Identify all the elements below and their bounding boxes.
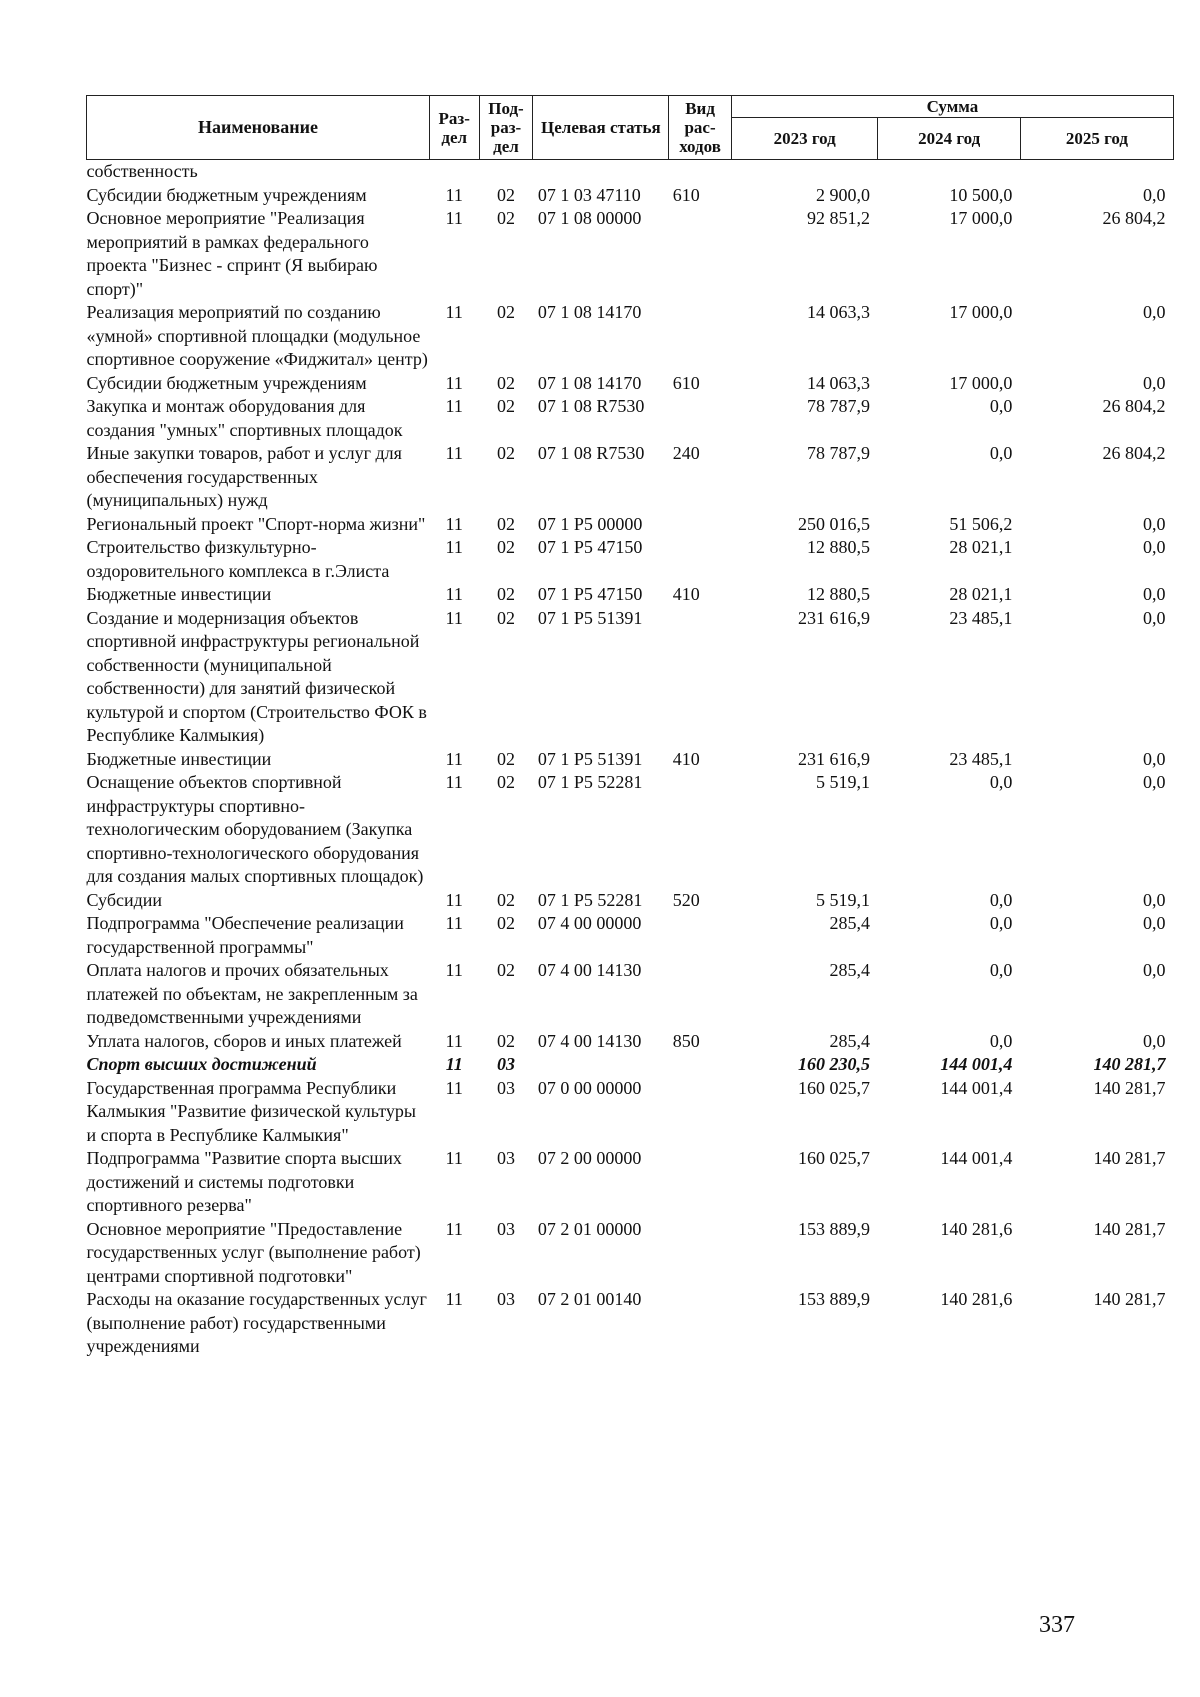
row-2025: 0,0: [1143, 607, 1166, 628]
table-row: [87, 748, 1174, 772]
row-target: 07 1 08 R7530: [537, 443, 645, 463]
row-name: Субсидии: [86, 889, 163, 910]
row-2024: 0,0: [989, 960, 1013, 980]
row-subsection: 03: [496, 1218, 515, 1239]
row-name: собственность: [86, 161, 198, 181]
row-name: Подпрограмма "Обеспечение реализации государственной программы": [86, 913, 404, 957]
row-target: 07 1 P5 51391: [537, 748, 643, 769]
row-subsection: 02: [496, 607, 515, 628]
row-expense-type: 610: [672, 372, 700, 393]
row-2024: 23 485,1: [949, 607, 1013, 628]
row-target: 07 1 P5 52281: [537, 889, 643, 910]
table-row: [87, 583, 1174, 607]
row-2025: 0,0: [1143, 372, 1166, 393]
row-section: 11: [445, 748, 463, 769]
row-name: Бюджетные инвестиции: [86, 748, 272, 769]
row-section: 11: [445, 537, 463, 557]
row-subsection: 02: [496, 748, 515, 769]
row-subsection: 02: [496, 960, 515, 980]
row-2025: 26 804,2: [1102, 443, 1166, 463]
row-2024: 17 000,0: [949, 208, 1013, 228]
row-subsection: 02: [496, 302, 515, 322]
row-2023: 5 519,1: [815, 889, 870, 910]
row-2023: 92 851,2: [806, 208, 870, 228]
row-subsection: 02: [496, 208, 515, 228]
row-2025: 0,0: [1143, 513, 1166, 534]
row-2024: 17 000,0: [949, 302, 1013, 322]
row-2023: 285,4: [829, 913, 870, 933]
row-name: Расходы на оказание государственных услуг (выполнение работ) государственными учреждениями: [86, 1289, 427, 1356]
row-2024: 28 021,1: [949, 537, 1013, 557]
table-body: [87, 160, 1174, 1359]
row-2023: 78 787,9: [806, 443, 870, 463]
row-2025: 0,0: [1143, 913, 1166, 933]
row-name: Уплата налогов, сборов и иных платежей: [86, 1030, 402, 1051]
row-2024: 0,0: [989, 396, 1013, 416]
row-2023: 160 025,7: [797, 1077, 870, 1098]
row-section: 11: [445, 396, 463, 416]
header-year-2023: 2023 год: [731, 118, 878, 160]
row-2024: 0,0: [989, 913, 1013, 933]
row-subsection: 02: [496, 372, 515, 393]
row-expense-type: [669, 607, 732, 748]
row-expense-type: [669, 959, 732, 1030]
row-name: Региональный проект "Спорт-норма жизни": [86, 513, 426, 534]
table-row: [87, 959, 1174, 1030]
row-subsection: 03: [496, 1077, 515, 1098]
row-2023: 12 880,5: [806, 537, 870, 557]
table-row: [87, 184, 1174, 208]
row-section: 11: [445, 302, 463, 322]
row-name: Государственная программа Республики Калмыкия "Развитие физической культуры и спорта в Республике Калмыкия": [86, 1077, 417, 1145]
row-section: 11: [445, 443, 463, 463]
row-section: 11: [445, 913, 463, 933]
table-row: [87, 301, 1174, 372]
row-2024: 10 500,0: [949, 184, 1013, 205]
row-expense-type: 610: [672, 184, 700, 205]
row-2024: 140 281,6: [940, 1289, 1013, 1309]
row-name: Строительство физкультурно-оздоровительного комплекса в г.Элиста: [86, 537, 390, 581]
row-name: Бюджетные инвестиции: [86, 584, 272, 604]
row-name: Подпрограмма "Развитие спорта высших достижений и системы подготовки спортивного резерва": [86, 1148, 402, 1215]
table-header: [87, 96, 1174, 160]
row-name: Спорт высших достижений: [86, 1054, 317, 1074]
row-section: 11: [445, 513, 463, 534]
row-expense-type: [669, 536, 732, 583]
table-row: [87, 1147, 1174, 1218]
row-expense-type: 850: [672, 1030, 700, 1051]
table-row: [87, 1030, 1174, 1054]
row-subsection: [479, 160, 533, 184]
row-2025: [1020, 160, 1173, 184]
row-2023: 285,4: [829, 960, 870, 980]
row-subsection: 03: [496, 1148, 515, 1168]
row-2023: 231 616,9: [797, 748, 870, 769]
table-row: [87, 771, 1174, 889]
row-target: 07 2 01 00000: [537, 1218, 642, 1239]
table-row: [87, 442, 1174, 513]
row-target: [533, 1053, 669, 1077]
row-name: Иные закупки товаров, работ и услуг для обеспечения государственных (муниципальных) нужд: [86, 443, 402, 510]
row-2023: 153 889,9: [797, 1218, 870, 1239]
budget-table: [86, 95, 1174, 1359]
table-row: [87, 889, 1174, 913]
row-name: Закупка и монтаж оборудования для создания "умных" спортивных площадок: [86, 396, 403, 440]
row-2023: 160 230,5: [797, 1054, 870, 1074]
row-2025: 140 281,7: [1093, 1148, 1166, 1168]
row-section: 11: [445, 208, 463, 228]
row-target: 07 1 P5 47150: [537, 584, 643, 604]
row-2023: [731, 160, 878, 184]
row-2024: 0,0: [989, 889, 1013, 910]
row-expense-type: [669, 771, 732, 889]
row-section: 11: [445, 1054, 463, 1074]
row-target: 07 1 P5 47150: [537, 537, 643, 557]
row-2024: 0,0: [989, 772, 1013, 792]
header-sum: Сумма: [731, 96, 1173, 118]
row-2024: 17 000,0: [949, 372, 1013, 393]
row-section: 11: [445, 960, 463, 980]
table-row: [87, 536, 1174, 583]
row-section: 11: [445, 584, 463, 604]
table-row: [87, 607, 1174, 748]
row-2023: 14 063,3: [806, 302, 870, 322]
row-2023: 250 016,5: [797, 513, 870, 534]
row-2023: 153 889,9: [797, 1289, 870, 1309]
row-expense-type: [669, 513, 732, 537]
row-target: 07 1 03 47110: [537, 184, 641, 205]
row-subsection: 02: [496, 537, 515, 557]
table-row: [87, 912, 1174, 959]
row-expense-type: [669, 395, 732, 442]
row-expense-type: [669, 1053, 732, 1077]
row-name: Оплата налогов и прочих обязательных платежей по объектам, не закрепленным за подведомственными учреждениями: [86, 960, 418, 1027]
row-2023: 12 880,5: [806, 584, 870, 604]
row-name: Основное мероприятие "Предоставление государственных услуг (выполнение работ) центрами спортивной подготовки": [86, 1218, 421, 1286]
row-target: [533, 160, 669, 184]
table-row: [87, 1053, 1174, 1077]
row-target: 07 1 P5 51391: [537, 607, 643, 628]
table-row: [87, 1218, 1174, 1289]
header-target: Целевая статья: [533, 96, 669, 160]
row-name: Субсидии бюджетным учреждениям: [86, 184, 367, 205]
row-target: 07 1 P5 00000: [537, 513, 643, 534]
row-2023: 231 616,9: [797, 607, 870, 628]
page-number: 337: [1039, 1612, 1075, 1638]
row-expense-type: [669, 1077, 732, 1148]
row-expense-type: [669, 160, 732, 184]
header-expense-type: Вид рас-ходов: [669, 96, 732, 160]
row-2025: 0,0: [1143, 960, 1166, 980]
header-name: Наименование: [87, 96, 430, 160]
row-section: 11: [445, 607, 463, 628]
table-row: [87, 160, 1174, 184]
row-target: 07 2 00 00000: [537, 1148, 642, 1168]
row-target: 07 4 00 14130: [537, 1030, 642, 1051]
row-2024: 28 021,1: [949, 584, 1013, 604]
row-target: 07 1 P5 52281: [537, 772, 643, 792]
row-name: Создание и модернизация объектов спортивной инфраструктуры региональной собственности (муниципальной собственности) для занятий физической культурой и спортом (Строительство ФОК в Республике Калмыкия): [86, 607, 427, 745]
row-subsection: 02: [496, 584, 515, 604]
table-row: [87, 1288, 1174, 1359]
table-row: [87, 513, 1174, 537]
row-2023: 78 787,9: [806, 396, 870, 416]
row-2025: 0,0: [1143, 1030, 1166, 1051]
row-2025: 0,0: [1143, 184, 1166, 205]
row-expense-type: [669, 1147, 732, 1218]
row-expense-type: 410: [672, 748, 700, 769]
row-target: 07 1 08 14170: [537, 372, 642, 393]
row-section: 11: [445, 1077, 463, 1098]
row-name: Реализация мероприятий по созданию «умной» спортивной площадки (модульное спортивное сооружение «Фиджитал» центр): [86, 302, 428, 369]
row-2025: 0,0: [1143, 748, 1166, 769]
row-expense-type: [669, 912, 732, 959]
table-row: [87, 207, 1174, 301]
row-target: 07 2 01 00140: [537, 1289, 642, 1309]
row-2024: 51 506,2: [949, 513, 1013, 534]
row-target: 07 4 00 00000: [537, 913, 642, 933]
row-subsection: 02: [496, 184, 515, 205]
header-year-2025: 2025 год: [1020, 118, 1173, 160]
row-2024: 0,0: [989, 443, 1013, 463]
row-target: 07 1 08 R7530: [537, 396, 645, 416]
row-2025: 26 804,2: [1102, 396, 1166, 416]
row-2025: 0,0: [1143, 302, 1166, 322]
table-row: [87, 395, 1174, 442]
row-2025: 140 281,7: [1093, 1289, 1166, 1309]
row-2023: 160 025,7: [797, 1148, 870, 1168]
row-expense-type: 240: [672, 443, 700, 463]
row-2025: 0,0: [1143, 537, 1166, 557]
row-2024: 144 001,4: [940, 1148, 1013, 1168]
row-2025: 26 804,2: [1102, 208, 1166, 228]
row-section: 11: [445, 772, 463, 792]
table-row: [87, 1077, 1174, 1148]
row-subsection: 02: [496, 913, 515, 933]
row-2024: 144 001,4: [940, 1077, 1013, 1098]
row-section: 11: [445, 184, 463, 205]
row-section: 11: [445, 1289, 463, 1309]
row-2023: 14 063,3: [806, 372, 870, 393]
row-section: 11: [445, 1218, 463, 1239]
row-subsection: 02: [496, 396, 515, 416]
row-section: 11: [445, 1030, 463, 1051]
row-expense-type: [669, 207, 732, 301]
row-subsection: 03: [496, 1054, 515, 1074]
row-2024: 23 485,1: [949, 748, 1013, 769]
row-2025: 0,0: [1143, 889, 1166, 910]
row-subsection: 02: [496, 1030, 515, 1051]
row-2025: 0,0: [1143, 772, 1166, 792]
row-2024: [878, 160, 1020, 184]
row-target: 07 4 00 14130: [537, 960, 642, 980]
row-2025: 140 281,7: [1093, 1054, 1166, 1074]
row-expense-type: 520: [672, 889, 700, 910]
row-subsection: 02: [496, 443, 515, 463]
row-2025: 0,0: [1143, 584, 1166, 604]
row-subsection: 02: [496, 772, 515, 792]
row-subsection: 02: [496, 513, 515, 534]
row-2023: 285,4: [829, 1030, 870, 1051]
row-2024: 144 001,4: [940, 1054, 1013, 1074]
row-name: Оснащение объектов спортивной инфраструктуры спортивно-технологическим оборудованием (Закупка спортивно-технологического оборудования для создания малых спортивных площадок): [86, 772, 424, 886]
header-year-2024: 2024 год: [878, 118, 1020, 160]
row-section: 11: [445, 1148, 463, 1168]
row-2023: 2 900,0: [815, 184, 870, 205]
row-subsection: 03: [496, 1289, 515, 1309]
row-section: 11: [445, 372, 463, 393]
row-subsection: 02: [496, 889, 515, 910]
row-2025: 140 281,7: [1093, 1077, 1166, 1098]
row-expense-type: [669, 301, 732, 372]
row-expense-type: [669, 1218, 732, 1289]
header-section: Раз-дел: [429, 96, 479, 160]
row-2024: 0,0: [989, 1030, 1013, 1051]
row-name: Основное мероприятие "Реализация мероприятий в рамках федерального проекта "Бизнес - спринт (Я выбираю спорт)": [86, 208, 378, 299]
row-section: [429, 160, 479, 184]
row-target: 07 1 08 00000: [537, 208, 642, 228]
row-2024: 140 281,6: [940, 1218, 1013, 1239]
row-name: Субсидии бюджетным учреждениям: [86, 372, 367, 393]
row-target: 07 0 00 00000: [537, 1077, 642, 1098]
row-2025: 140 281,7: [1093, 1218, 1166, 1239]
table-row: [87, 372, 1174, 396]
row-2023: 5 519,1: [815, 772, 870, 792]
header-subsection: Под-раз-дел: [479, 96, 533, 160]
row-expense-type: [669, 1288, 732, 1359]
row-section: 11: [445, 889, 463, 910]
row-target: 07 1 08 14170: [537, 302, 642, 322]
row-expense-type: 410: [672, 584, 700, 604]
